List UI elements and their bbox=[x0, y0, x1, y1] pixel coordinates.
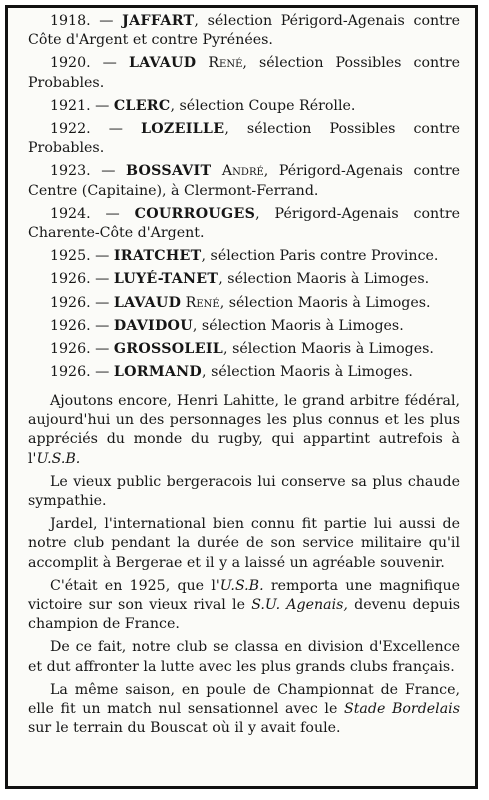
entry-year: 1926. — bbox=[50, 294, 114, 311]
entry-year: 1923. — bbox=[50, 163, 126, 180]
paragraph bbox=[28, 638, 460, 676]
selection-description: , sélection Paris contre Province. bbox=[201, 248, 439, 265]
text-run: Jardel, l'international bien connu fit partie lui aussi de notre club pendant la durée de son service militaire qu'il accomplit à Bergerae et il y a laissé un agréable souvenir. bbox=[28, 516, 460, 571]
document-page bbox=[5, 5, 478, 789]
player-name: JAFFART bbox=[122, 13, 195, 29]
italic-text: U.S.B. bbox=[36, 450, 81, 467]
italic-text: Stade Bordelais bbox=[343, 701, 460, 718]
selection-description: , sélection Périgord-Agenais contre Côte d'Argent et contre Pyrénées. bbox=[28, 13, 460, 49]
selection-description: , sélection Possibles contre Probables. bbox=[28, 121, 460, 157]
selection-entry bbox=[28, 247, 460, 266]
selection-description: , sélection Maoris à Limoges. bbox=[218, 271, 430, 288]
player-name: BOSSAVIT bbox=[125, 163, 212, 180]
text-run: Ajoutons encore, Henri Lahitte, le grand arbitre fédéral, aujourd'hui un des personnages les plus connus et les plus appréciés du monde du rugby, qui appartint autrefois à l' bbox=[28, 393, 460, 467]
player-name: DAVIDOU bbox=[113, 317, 193, 334]
selection-description: , sélection Maoris à Limoges. bbox=[202, 364, 413, 381]
entry-year: 1926. — bbox=[50, 341, 114, 358]
player-given-name: René bbox=[181, 294, 220, 311]
entry-year: 1922. — bbox=[50, 121, 141, 138]
player-given-name: André bbox=[211, 163, 264, 180]
selection-description: , sélection Maoris à Limoges. bbox=[223, 341, 434, 358]
entry-year: 1924. — bbox=[50, 205, 135, 222]
selection-list bbox=[28, 12, 460, 386]
paragraph bbox=[28, 681, 460, 739]
selection-description: , sélection Coupe Rérolle. bbox=[170, 97, 356, 114]
text-run: La même saison, en poule de Championnat de France, elle fit un match nul sensationnel avec le bbox=[28, 681, 460, 718]
player-name: COURROUGES bbox=[134, 205, 256, 222]
player-given-name: René bbox=[196, 55, 243, 72]
entry-year: 1920. — bbox=[50, 55, 129, 72]
player-name: CLERC bbox=[113, 97, 171, 114]
italic-text: S.U. Agenais, bbox=[251, 597, 348, 614]
selection-entry bbox=[28, 162, 460, 200]
player-name: IRATCHET bbox=[113, 248, 202, 265]
text-run: C'était en 1925, que l' bbox=[50, 577, 220, 594]
player-name: LORMAND bbox=[113, 364, 203, 381]
paragraph bbox=[28, 577, 460, 635]
entry-year: 1918. — bbox=[50, 13, 123, 29]
selection-entry bbox=[28, 340, 460, 359]
selection-entry bbox=[28, 317, 460, 336]
entry-year: 1925. — bbox=[50, 248, 114, 265]
entry-year: 1926. — bbox=[50, 364, 114, 381]
selection-description: , sélection Maoris à Limoges. bbox=[219, 294, 431, 311]
text-run: De ce fait, notre club se classa en division d'Excellence et dut affronter la lutte avec les plus grands clubs français. bbox=[28, 639, 460, 675]
text-run: Le vieux public bergeracois lui conserve sa plus chaude sympathie. bbox=[28, 473, 460, 510]
text-run: devenu depuis champion de France. bbox=[28, 597, 461, 633]
selection-entry bbox=[28, 294, 460, 313]
text-run: remporta une magnifique victoire sur son vieux rival le bbox=[28, 577, 460, 614]
paragraph bbox=[28, 392, 460, 469]
selection-description: , sélection Possibles contre Probables. bbox=[28, 55, 461, 91]
selection-entry bbox=[28, 363, 460, 382]
entry-year: 1926. — bbox=[50, 271, 114, 288]
italic-text: U.S.B. bbox=[219, 577, 264, 594]
player-name: LAVAUD bbox=[113, 294, 182, 311]
paragraph bbox=[28, 473, 460, 511]
selection-entry bbox=[28, 205, 460, 243]
selection-entry bbox=[28, 97, 460, 116]
selection-description: , sélection Maoris à Limoges. bbox=[192, 317, 404, 334]
entry-year: 1921. — bbox=[50, 97, 114, 114]
selection-description: , Périgord-Agenais contre Centre (Capitaine), à Clermont-Ferrand. bbox=[28, 163, 461, 199]
selection-entry bbox=[28, 270, 460, 289]
player-name: LUYÉ-TANET bbox=[113, 271, 219, 288]
player-name: LAVAUD bbox=[128, 55, 197, 72]
player-name: LOZEILLE bbox=[141, 121, 225, 138]
paragraph bbox=[28, 515, 460, 573]
player-name: GROSSOLEIL bbox=[113, 341, 224, 358]
prose-section bbox=[28, 392, 460, 742]
selection-entry bbox=[28, 120, 460, 158]
selection-entry bbox=[28, 12, 460, 50]
selection-description: , Périgord-Agenais contre Charente-Côte d'Argent. bbox=[28, 205, 461, 242]
entry-year: 1926. — bbox=[50, 317, 114, 334]
text-run: sur le terrain du Bouscat où il y avait foule. bbox=[28, 720, 341, 737]
selection-entry bbox=[28, 54, 460, 92]
